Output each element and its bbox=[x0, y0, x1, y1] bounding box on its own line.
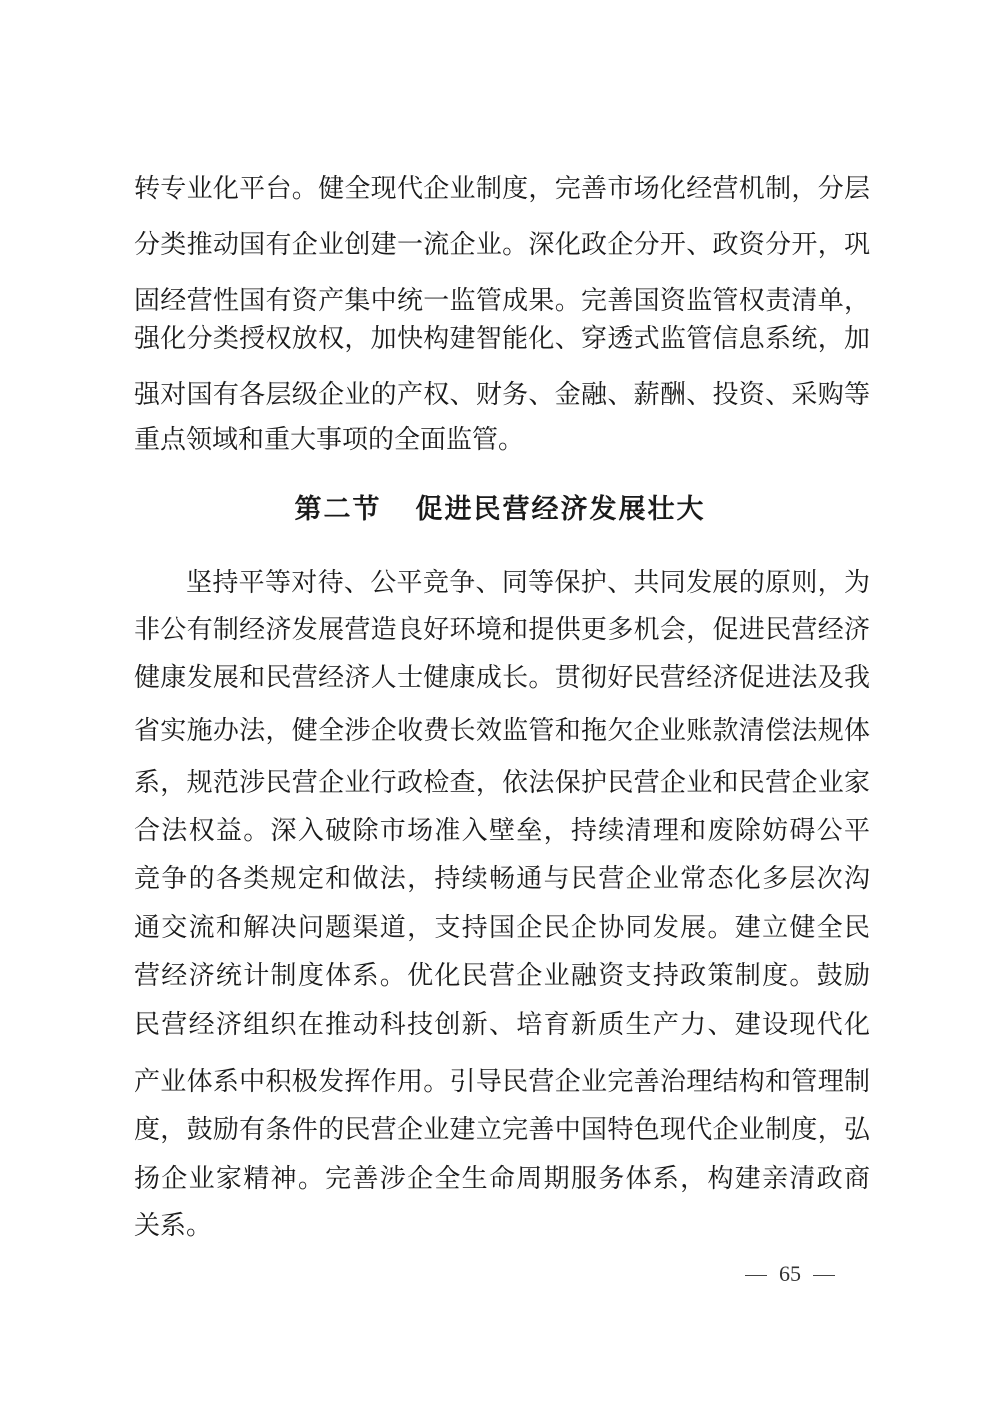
paragraph-2-line: 竞争的各类规定和做法，持续畅通与民营企业常态化多层次沟 bbox=[134, 864, 870, 894]
page-number-dash-left bbox=[745, 1275, 767, 1276]
paragraph-2-line: 省实施办法，健全涉企收费长效监管和拖欠企业账款清偿法规体 bbox=[134, 716, 870, 746]
paragraph-2-line: 健康发展和民营经济人士健康成长。贯彻好民营经济促进法及我 bbox=[134, 663, 870, 693]
paragraph-1-line: 重点领域和重大事项的全面监管。 bbox=[134, 425, 525, 455]
paragraph-2-line: 系，规范涉民营企业行政检查，依法保护民营企业和民营企业家 bbox=[134, 768, 870, 798]
paragraph-1-line: 强化分类授权放权，加快构建智能化、穿透式监管信息系统，加 bbox=[134, 324, 870, 354]
paragraph-2-line: 关系。 bbox=[134, 1211, 213, 1241]
section-number: 第二节 bbox=[294, 494, 382, 525]
paragraph-1-line: 强对国有各层级企业的产权、财务、金融、薪酬、投资、采购等 bbox=[134, 380, 870, 410]
paragraph-2-line: 通交流和解决问题渠道，支持国企民企协同发展。建立健全民 bbox=[134, 913, 870, 943]
paragraph-2-line: 非公有制经济发展营造良好环境和提供更多机会，促进民营经济 bbox=[134, 615, 870, 645]
page-number-value: 65 bbox=[779, 1261, 801, 1286]
paragraph-1-line: 转专业化平台。健全现代企业制度，完善市场化经营机制，分层 bbox=[134, 174, 870, 204]
paragraph-1-line: 固经营性国有资产集中统一监管成果。完善国资监管权责清单， bbox=[134, 286, 870, 316]
paragraph-2-line: 营经济统计制度体系。优化民营企业融资支持政策制度。鼓励 bbox=[134, 961, 870, 991]
paragraph-2-line: 产业体系中积极发挥作用。引导民营企业完善治理结构和管理制 bbox=[134, 1067, 870, 1097]
paragraph-2-line: 民营经济组织在推动科技创新、培育新质生产力、建设现代化 bbox=[134, 1010, 870, 1040]
paragraph-2-line: 坚持平等对待、公平竞争、同等保护、共同发展的原则，为 bbox=[186, 568, 870, 598]
paragraph-2-line: 扬企业家精神。完善涉企全生命周期服务体系，构建亲清政商 bbox=[134, 1164, 870, 1194]
paragraph-1-line: 分类推动国有企业创建一流企业。深化政企分开、政资分开，巩 bbox=[134, 230, 870, 260]
section-title: 促进民营经济发展壮大 bbox=[415, 494, 706, 525]
page-number bbox=[730, 1259, 850, 1289]
paragraph-2-line: 度，鼓励有条件的民营企业建立完善中国特色现代企业制度，弘 bbox=[134, 1115, 870, 1145]
section-heading bbox=[0, 490, 1000, 530]
paragraph-2-line: 合法权益。深入破除市场准入壁垒，持续清理和废除妨碍公平 bbox=[134, 816, 870, 846]
page-number-dash-right bbox=[813, 1275, 835, 1276]
